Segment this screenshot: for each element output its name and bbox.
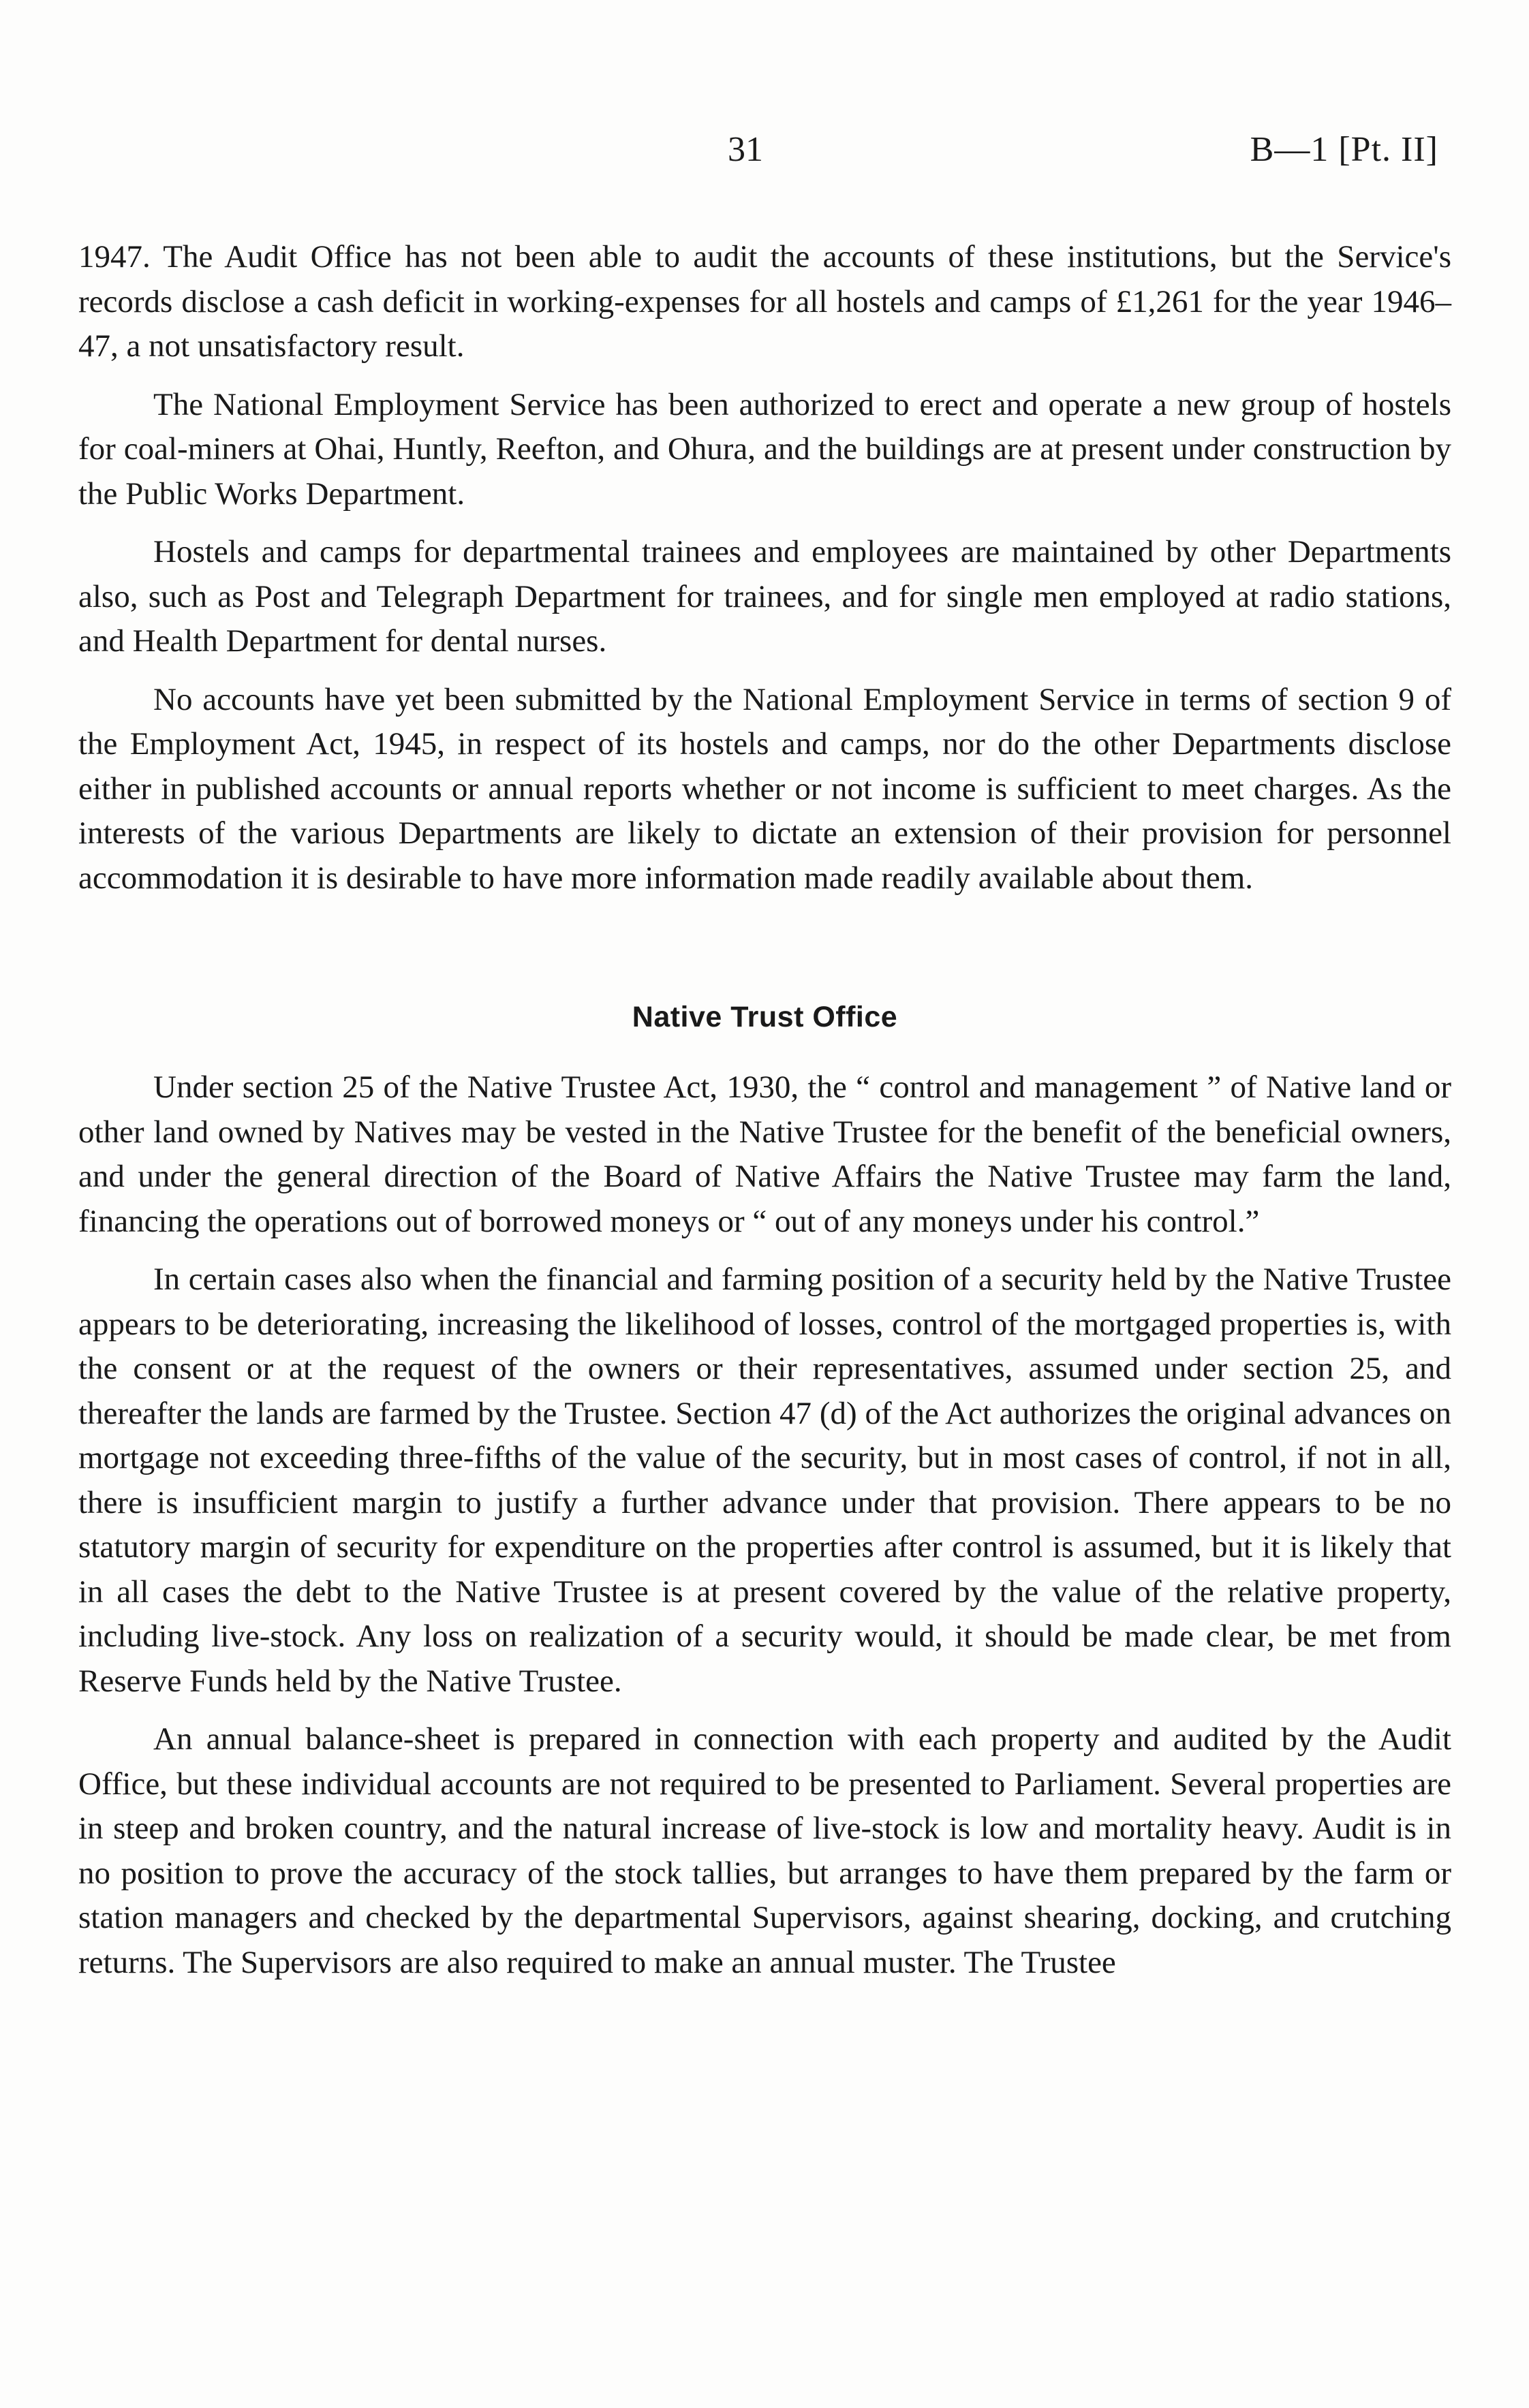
paragraph: Hostels and camps for departmental trainees and employees are maintained by other Departments also, such as Post and Telegraph Department for trainees, and for single men employed at radio stations, and Health Department for dental nurses. [78,534,1451,659]
paragraph: The National Employment Service has been authorized to erect and operate a new group of hostels for coal-miners at Ohai, Huntly, Reefton, and Ohura, and the buildings are at present under construction by the Public Works Department. [78,386,1451,512]
paragraph: Under section 25 of the Native Trustee Act, 1930, the “ control and management ” of Native land or other land owned by Natives may be vested in the Native Trustee for the benefit of the beneficial owners, and under the general direction of the Board of Native Affairs the Native Trustee may farm the land, financing the operations out of borrowed moneys or “ out of any moneys under his control.” [78,1069,1451,1239]
paragraph: An annual balance-sheet is prepared in connection with each property and audited by the Audit Office, but these individual accounts are not required to be presented to Parliament. Several properties are in steep and broken country, and the natural increase of live-stock is low and mortality heavy. Audit is in no position to prove the accuracy of the stock tallies, but arranges to have them prepared by the farm or station managers and checked by the departmental Supervisors, against shearing, docking, and crutching returns. The Supervisors are also required to make an annual muster. The Trustee [78,1721,1451,1980]
document-reference: B—1 [Pt. II] [1250,130,1438,169]
paragraph: In certain cases also when the financial and farming position of a security held by the Native Trustee appears to be deteriorating, increasing the likelihood of losses, control of the mortgaged properties is, with the consent or at the request of the owners or their representatives, assumed under section 25, and thereafter the lands are farmed by the Trustee. Section 47 (d) of the Act authorizes the original advances on mortgage not exceeding three-fifths of the value of the security, but in most cases of control, if not in all, there is insufficient margin to justify a further advance under that provision. There appears to be no statutory margin of security for expenditure on the properties after control is assumed, but it is likely that in all cases the debt to the Native Trustee is at present covered by the value of the relative property, including live-stock. Any loss on realization of a security would, it should be made clear, be met from Reserve Funds held by the Native Trustee. [78,1262,1451,1699]
section-spacer [78,914,1451,995]
section-heading: Native Trust Office [632,1001,898,1033]
page-header [0,129,1529,191]
paragraph: No accounts have yet been submitted by the National Employment Service in terms of section 9 of the Employment Act, 1945, in respect of its hostels and camps, nor do the other Departments disclose either in published accounts or annual reports whether or not income is sufficient to meet charges. As the interests of the various Departments are likely to dictate an extension of their provision for personnel accommodation it is desirable to have more information made readily available about them. [78,681,1451,896]
document-body [78,235,1451,1999]
page-number: 31 [728,130,763,169]
paragraph: 1947. The Audit Office has not been able to audit the accounts of these institutions, but the Service's records disclose a cash deficit in working-expenses for all hostels and camps of £1,261 for the year 1946–47, a not unsatisfactory result. [78,239,1451,364]
